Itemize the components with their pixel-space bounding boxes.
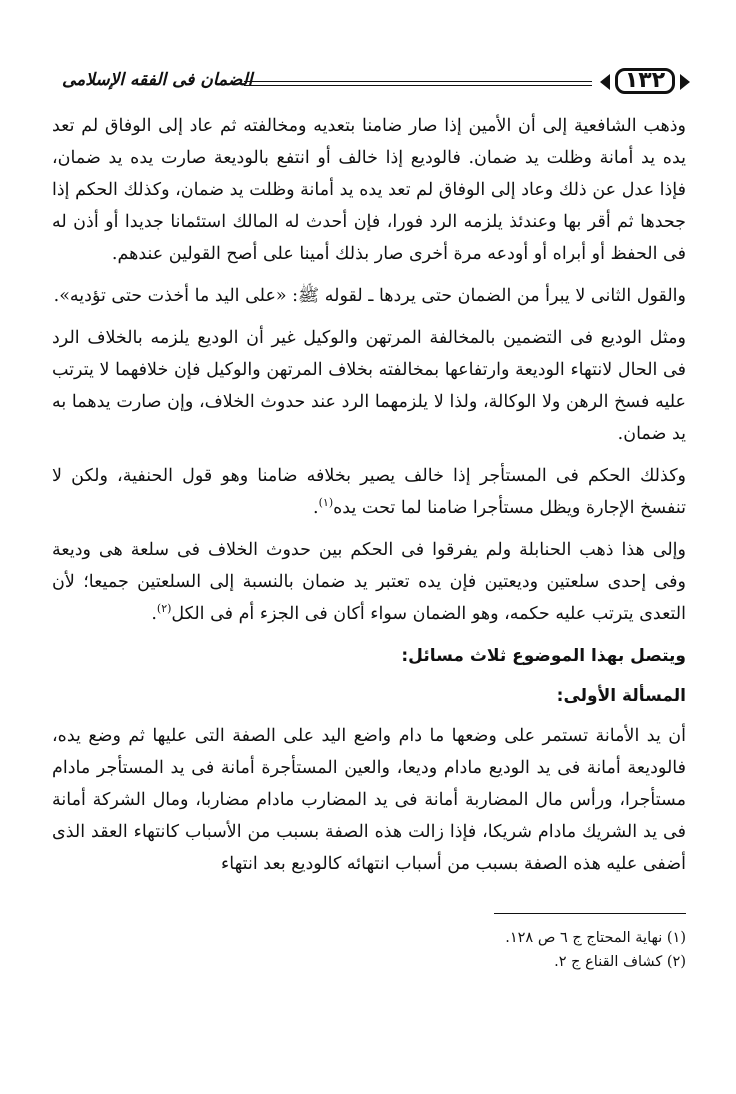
- badge-arrow-left-icon: [600, 74, 610, 90]
- paragraph-5: [52, 534, 686, 630]
- paragraph-4: [52, 460, 686, 524]
- subsection-heading: المسألة الأولى:: [556, 686, 686, 706]
- badge-arrow-right-icon: [680, 74, 690, 90]
- paragraph-1: وذهب الشافعية إلى أن الأمين إذا صار ضامنا بتعديه ومخالفته ثم عاد إلى الوفاق لم تعد يده يد أمانة وظلت يد ضمان. فالوديع إذا خالف أو انتفع بالوديعة صارت يده يد ضمان، فإذا عدل عن ذلك وعاد إلى الوفاق لم تعد يده يد أمانة وظلت يد ضمان، وكذلك الحكم إذا جحدها ثم أقر بها وعندئذ يلزمه الرد فورا، فإن أحدث له المالك استئمانا جديدا أو أذن له فى الحفظ أو أبراه أو أودعه مرة أخرى صار بذلك أمينا على أصح القولين عندهم.: [52, 116, 686, 264]
- footnote-ref-2: (٢): [156, 602, 172, 616]
- paragraph-3: ومثل الوديع فى التضمين بالمخالفة المرتهن والوكيل غير أن الوديع يلزمه بالخلاف الرد فى الحال لانتهاء الوديعة وارتفاعها بمخالفته بخلاف المرتهن والوكيل فإن خلافهما لا يترتب عليه فسخ الرهن ولا الوكالة، ولذا لا يلزمهما الرد عند حدوث الخلاف، وإن صارت يدهما به يد ضمان.: [52, 328, 686, 444]
- paragraph-2: والقول الثانى لا يبرأ من الضمان حتى يردها ـ لقوله ﷺ: «على اليد ما أخذت حتى تؤديه».: [53, 286, 686, 306]
- paragraph-6: أن يد الأمانة تستمر على وضعها ما دام واضع اليد على الصفة التى عليها ثم وضع يده، فالوديعة أمانة فى يد الوديع مادام وديعا، والعين المستأجرة أمانة فى يد المستأجر مادام مستأجرا، ورأس مال المضاربة أمانة فى يد المضارب مادام مضاربا، ومال الشركة أمانة فى يد الشريك مادام شريكا، فإذا زالت هذه الصفة بسبب من الأسباب كانتهاء العقد الذى أضفى عليه هذه الصفة بسبب من أسباب انتهائه كالوديع بعد انتهاء: [52, 726, 686, 874]
- main-text: [52, 110, 686, 890]
- page-number: ١٣٢: [615, 68, 675, 94]
- footnotes: [266, 926, 686, 974]
- running-title: الضمان فى الفقه الإسلامى: [62, 70, 253, 90]
- footnote-separator: [494, 913, 686, 914]
- header-rule: [244, 81, 592, 86]
- page-header: [62, 66, 686, 98]
- page-number-badge: [604, 66, 686, 96]
- paragraph-5-text: وإلى هذا ذهب الحنابلة ولم يفرقوا فى الحكم بين حدوث الخلاف فى سلعة هى وديعة وفى إحدى سلعتين وديعتين فإن يده تعتبر يد ضمان بالنسبة إلى السلعتين جميعا؛ لأن التعدى يترتب عليه حكمه، وهو الضمان سواء أكان فى الجزء أم فى الكل: [52, 540, 686, 624]
- footnote-1: (١) نهاية المحتاج ج ٦ ص ١٢٨.: [505, 930, 686, 946]
- paragraph-4-text: وكذلك الحكم فى المستأجر إذا خالف يصير بخلافه ضامنا وهو قول الحنفية، ولكن لا تنفسخ الإجارة ويظل مستأجرا ضامنا لما تحت يده: [52, 466, 686, 518]
- footnote-2: (٢) كشاف القناع ج ٢.: [554, 954, 686, 970]
- footnote-ref-1: (١): [318, 496, 334, 510]
- paragraph-4-end: .: [313, 498, 319, 518]
- section-heading: ويتصل بهذا الموضوع ثلاث مسائل:: [401, 646, 686, 666]
- paragraph-5-end: .: [151, 604, 157, 624]
